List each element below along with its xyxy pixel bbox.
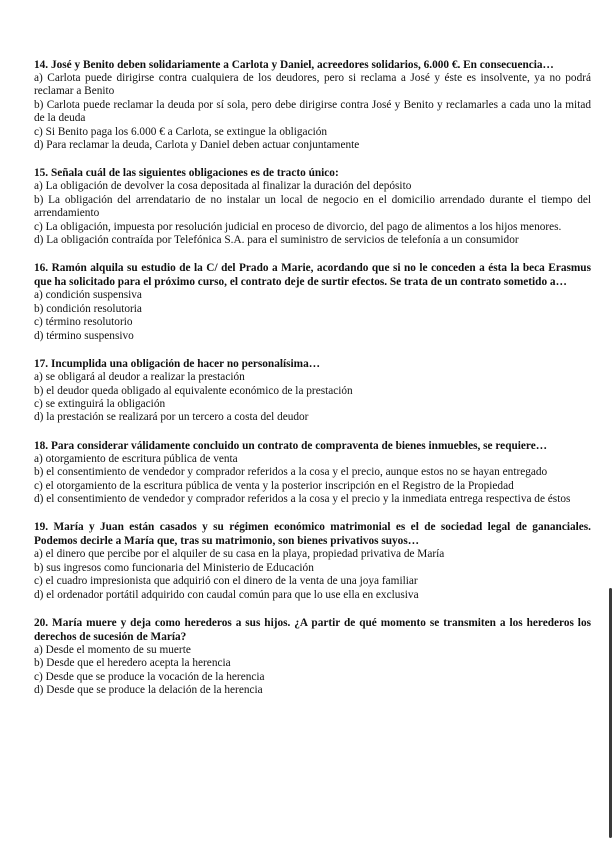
answer-option-d: d) la prestación se realizará por un tercero a costa del deudor xyxy=(34,411,309,424)
question-15 xyxy=(34,166,591,247)
answer-option-b: b) el consentimiento de vendedor y comprador referidos a la cosa y el precio, aunque estos no se hayan entregado xyxy=(34,466,548,479)
answer-option-c: c) La obligación, impuesta por resolución judicial en proceso de divorcio, del pago de alimentos a los hijos menores. xyxy=(34,220,562,233)
answer-option-d: d) Para reclamar la deuda, Carlota y Daniel deben actuar conjuntamente xyxy=(34,139,360,152)
question-19 xyxy=(34,520,591,602)
answer-option-d: d) término suspensivo xyxy=(34,329,134,342)
answer-option-c: c) el otorgamiento de la escritura pública de venta y la posterior inscripción en el Registro de la Propiedad xyxy=(34,479,514,492)
question-title: 20. María muere y deja como herederos a sus hijos. ¿A partir de qué momento se transmiten a los herederos los derechos de sucesión de María? xyxy=(34,616,591,643)
answer-option-c: c) Si Benito paga los 6.000 € a Carlota, se extingue la obligación xyxy=(34,125,328,138)
answer-option-b: b) La obligación del arrendatario de no instalar un local de negocio en el domicilio arrendado durante el tiempo del arrendamiento xyxy=(34,193,591,220)
answer-option-a: a) condición suspensiva xyxy=(34,289,142,302)
answer-option-a: a) La obligación de devolver la cosa depositada al finalizar la duración del depósito xyxy=(34,180,412,193)
answer-option-b: b) Carlota puede reclamar la deuda por sí sola, pero debe dirigirse contra José y Benito y reclamarles a cada uno la mitad de la deuda xyxy=(34,98,591,125)
question-title: 15. Señala cuál de las siguientes obligaciones es de tracto único: xyxy=(34,167,339,180)
answer-option-c: c) término resolutorio xyxy=(34,316,133,329)
question-18 xyxy=(34,439,591,507)
question-17 xyxy=(34,357,591,425)
answer-option-a: a) el dinero que percibe por el alquiler de su casa en la playa, propiedad privativa de María xyxy=(34,548,445,561)
answer-option-d: d) el consentimiento de vendedor y comprador referidos a la cosa y el precio y la inmediata entrega respectiva de éstos xyxy=(34,492,571,505)
answer-option-b: b) condición resolutoria xyxy=(34,302,142,315)
question-title: 19. María y Juan están casados y su régimen económico matrimonial es el de sociedad legal de gananciales. Podemos decirle a María que, tras su matrimonio, son bienes privativos suyos… xyxy=(34,521,591,548)
answer-option-c: c) el cuadro impresionista que adquirió con el dinero de la venta de una joya familiar xyxy=(34,575,418,588)
vertical-scrollbar[interactable] xyxy=(609,588,612,838)
question-14 xyxy=(34,58,591,152)
answer-option-b: b) el deudor queda obligado al equivalente económico de la prestación xyxy=(34,384,353,397)
answer-option-c: c) se extinguirá la obligación xyxy=(34,397,166,410)
answer-option-d: d) La obligación contraída por Telefónica S.A. para el suministro de servicios de telefonía a un consumidor xyxy=(34,234,519,247)
question-title: 16. Ramón alquila su estudio de la C/ del Prado a Marie, acordando que si no le conceden a ésta la beca Erasmus que ha solicitado para el próximo curso, el contrato deje de surtir efectos. Se trata de un contrato sometido a… xyxy=(34,262,591,289)
answer-option-a: a) Desde el momento de su muerte xyxy=(34,643,191,656)
question-title: 17. Incumplida una obligación de hacer no personalísima… xyxy=(34,358,321,371)
answer-option-a: a) otorgamiento de escritura pública de venta xyxy=(34,452,238,465)
answer-option-d: d) Desde que se produce la delación de la herencia xyxy=(34,684,263,697)
question-16 xyxy=(34,261,591,343)
question-20 xyxy=(34,616,591,698)
question-title: 14. José y Benito deben solidariamente a Carlota y Daniel, acreedores solidarios, 6.000 €. En consecuencia… xyxy=(34,59,554,71)
answer-option-a: a) Carlota puede dirigirse contra cualquiera de los deudores, pero si reclama a José y éste es insolvente, ya no podrá reclamar a Benito xyxy=(34,72,591,98)
document-page xyxy=(34,58,591,712)
answer-option-b: b) Desde que el heredero acepta la herencia xyxy=(34,657,231,670)
answer-option-a: a) se obligará al deudor a realizar la prestación xyxy=(34,371,245,384)
answer-option-c: c) Desde que se produce la vocación de la herencia xyxy=(34,670,265,683)
answer-option-d: d) el ordenador portátil adquirido con caudal común para que lo use ella en exclusiva xyxy=(34,588,419,601)
question-title: 18. Para considerar válidamente concluido un contrato de compraventa de bienes inmuebles, se requiere… xyxy=(34,439,548,452)
answer-option-b: b) sus ingresos como funcionaria del Ministerio de Educación xyxy=(34,561,314,574)
